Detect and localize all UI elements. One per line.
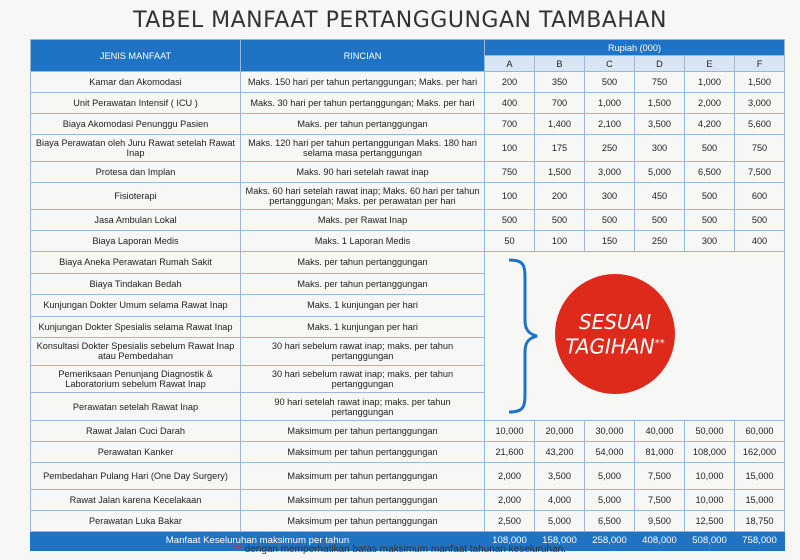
value-cell: 200 [485, 72, 535, 93]
value-cell: 12,500 [685, 511, 735, 532]
value-cell: 200 [535, 183, 585, 210]
value-cell: 500 [585, 210, 635, 231]
header-plan-d: D [635, 56, 685, 72]
value-cell: 81,000 [635, 442, 685, 463]
benefit-name: Biaya Perawatan oleh Juru Rawat setelah Rawat Inap [31, 135, 241, 162]
value-cell: 54,000 [585, 442, 635, 463]
table-row [31, 114, 785, 135]
total-value: 508,000 [685, 532, 735, 551]
header-plan-e: E [685, 56, 735, 72]
value-cell: 21,600 [485, 442, 535, 463]
table-row [31, 210, 785, 231]
value-cell: 1,500 [535, 162, 585, 183]
value-cell: 400 [485, 93, 535, 114]
benefit-detail: Maks. 120 hari per tahun pertanggungan Maks. 180 hari selama masa pertanggungan [241, 135, 485, 162]
benefit-name: Biaya Tindakan Bedah [31, 273, 241, 295]
benefit-name: Kamar dan Akomodasi [31, 72, 241, 93]
table-row [31, 490, 785, 511]
value-cell: 600 [735, 183, 785, 210]
value-cell: 500 [685, 210, 735, 231]
value-cell: 450 [635, 183, 685, 210]
benefit-name: Biaya Laporan Medis [31, 231, 241, 252]
benefit-name: Pemeriksaan Penunjang Diagnostik & Laboratorium sebelum Rawat Inap [31, 365, 241, 393]
total-label: Manfaat Keseluruhan maksimum per tahun [31, 532, 485, 551]
value-cell: 500 [635, 210, 685, 231]
benefit-detail: Maksimum per tahun pertanggungan [241, 463, 485, 490]
total-value: 408,000 [635, 532, 685, 551]
brace-icon [501, 256, 541, 416]
benefit-name: Protesa dan Implan [31, 162, 241, 183]
total-value: 258,000 [585, 532, 635, 551]
value-cell: 175 [535, 135, 585, 162]
value-cell: 6,500 [585, 511, 635, 532]
table-row [31, 252, 785, 274]
value-cell: 50 [485, 231, 535, 252]
footnote-mark: ** [234, 544, 242, 555]
value-cell: 5,000 [585, 490, 635, 511]
benefit-detail: Maks. 30 hari per tahun pertanggungan; Maks. per hari [241, 93, 485, 114]
as-billed-badge [555, 274, 675, 394]
benefit-detail: Maksimum per tahun pertanggungan [241, 490, 485, 511]
value-cell: 250 [585, 135, 635, 162]
value-cell: 100 [485, 183, 535, 210]
benefit-name: Fisioterapi [31, 183, 241, 210]
table-row [31, 511, 785, 532]
value-cell: 15,000 [735, 463, 785, 490]
value-cell: 150 [585, 231, 635, 252]
value-cell: 1,000 [585, 93, 635, 114]
value-cell: 50,000 [685, 421, 735, 442]
benefit-name: Perawatan setelah Rawat Inap [31, 393, 241, 421]
benefit-detail: Maksimum per tahun pertanggungan [241, 511, 485, 532]
value-cell: 500 [585, 72, 635, 93]
value-cell: 300 [585, 183, 635, 210]
benefit-detail: Maks. per tahun pertanggungan [241, 252, 485, 274]
table-row [31, 183, 785, 210]
table-row [31, 442, 785, 463]
value-cell: 300 [685, 231, 735, 252]
value-cell: 5,000 [535, 511, 585, 532]
benefit-name: Perawatan Luka Bakar [31, 511, 241, 532]
benefit-detail: Maks. per tahun pertanggungan [241, 114, 485, 135]
value-cell: 15,000 [735, 490, 785, 511]
value-cell: 500 [685, 135, 735, 162]
benefit-table [30, 39, 785, 551]
value-cell: 2,000 [485, 490, 535, 511]
value-cell: 3,000 [585, 162, 635, 183]
header-currency: Rupiah (000) [485, 40, 785, 56]
value-cell: 5,000 [585, 463, 635, 490]
value-cell: 1,500 [635, 93, 685, 114]
benefit-detail: Maks. 60 hari setelah rawat inap; Maks. 60 hari per tahun pertanggungan; Maks. per perawatan per hari [241, 183, 485, 210]
benefit-name: Kunjungan Dokter Spesialis selama Rawat Inap [31, 316, 241, 338]
value-cell: 30,000 [585, 421, 635, 442]
benefit-detail: Maks. 1 Laporan Medis [241, 231, 485, 252]
value-cell: 6,500 [685, 162, 735, 183]
benefit-detail: Maks. 1 kunjungan per hari [241, 295, 485, 317]
value-cell: 400 [735, 231, 785, 252]
value-cell: 7,500 [735, 162, 785, 183]
benefit-detail: 30 hari sebelum rawat inap; maks. per tahun pertanggungan [241, 365, 485, 393]
as-billed-area [485, 252, 785, 421]
value-cell: 3,000 [735, 93, 785, 114]
total-value: 158,000 [535, 532, 585, 551]
value-cell: 750 [485, 162, 535, 183]
value-cell: 3,500 [535, 463, 585, 490]
table-row [31, 231, 785, 252]
value-cell: 10,000 [485, 421, 535, 442]
benefit-name: Perawatan Kanker [31, 442, 241, 463]
value-cell: 10,000 [685, 463, 735, 490]
badge-line1: SESUAI [578, 309, 652, 334]
benefit-detail: Maksimum per tahun pertanggungan [241, 421, 485, 442]
value-cell: 18,750 [735, 511, 785, 532]
value-cell: 7,500 [635, 463, 685, 490]
value-cell: 7,500 [635, 490, 685, 511]
value-cell: 5,000 [635, 162, 685, 183]
value-cell: 3,500 [635, 114, 685, 135]
value-cell: 1,500 [735, 72, 785, 93]
table-row [31, 421, 785, 442]
value-cell: 750 [635, 72, 685, 93]
table-row [31, 93, 785, 114]
value-cell: 500 [735, 210, 785, 231]
value-cell: 10,000 [685, 490, 735, 511]
value-cell: 2,000 [685, 93, 735, 114]
footnote [0, 544, 800, 555]
badge-line2: TAGIHAN [565, 334, 655, 359]
benefit-name: Rawat Jalan Cuci Darah [31, 421, 241, 442]
benefit-detail: 90 hari setelah rawat inap; maks. per tahun pertanggungan [241, 393, 485, 421]
value-cell: 250 [635, 231, 685, 252]
value-cell: 43,200 [535, 442, 585, 463]
value-cell: 108,000 [685, 442, 735, 463]
page-title: TABEL MANFAAT PERTANGGUNGAN TAMBAHAN [133, 8, 667, 33]
value-cell: 100 [535, 231, 585, 252]
value-cell: 40,000 [635, 421, 685, 442]
footnote-text: dengan memperhatikan batas maksimum manfaat tahunan keseluruhan. [241, 544, 566, 555]
total-value: 108,000 [485, 532, 535, 551]
benefit-detail: Maks. 90 hari setelah rawat inap [241, 162, 485, 183]
value-cell: 300 [635, 135, 685, 162]
badge-mark: ** [654, 337, 665, 349]
value-cell: 5,600 [735, 114, 785, 135]
benefit-detail: 30 hari sebelum rawat inap; maks. per tahun pertanggungan [241, 338, 485, 366]
value-cell: 1,400 [535, 114, 585, 135]
value-cell: 500 [535, 210, 585, 231]
value-cell: 4,000 [535, 490, 585, 511]
table-row [31, 162, 785, 183]
value-cell: 20,000 [535, 421, 585, 442]
header-plan-f: F [735, 56, 785, 72]
benefit-name: Rawat Jalan karena Kecelakaan [31, 490, 241, 511]
benefit-name: Konsultasi Dokter Spesialis sebelum Rawat Inap atau Pembedahan [31, 338, 241, 366]
value-cell: 60,000 [735, 421, 785, 442]
benefit-detail: Maks. 1 kunjungan per hari [241, 316, 485, 338]
header-benefit: JENIS MANFAAT [31, 40, 241, 72]
benefit-name: Unit Perawatan Intensif ( ICU ) [31, 93, 241, 114]
benefit-name: Jasa Ambulan Lokal [31, 210, 241, 231]
value-cell: 9,500 [635, 511, 685, 532]
value-cell: 2,100 [585, 114, 635, 135]
header-detail: RINCIAN [241, 40, 485, 72]
value-cell: 700 [485, 114, 535, 135]
value-cell: 100 [485, 135, 535, 162]
benefit-name: Kunjungan Dokter Umum selama Rawat Inap [31, 295, 241, 317]
value-cell: 350 [535, 72, 585, 93]
benefit-detail: Maks. 150 hari per tahun pertanggungan; Maks. per hari [241, 72, 485, 93]
header-plan-b: B [535, 56, 585, 72]
benefit-detail: Maks. per tahun pertanggungan [241, 273, 485, 295]
value-cell: 700 [535, 93, 585, 114]
total-value: 758,000 [735, 532, 785, 551]
benefit-name: Biaya Aneka Perawatan Rumah Sakit [31, 252, 241, 274]
benefit-name: Biaya Akomodasi Penunggu Pasien [31, 114, 241, 135]
benefit-detail: Maks. per Rawat Inap [241, 210, 485, 231]
value-cell: 1,000 [685, 72, 735, 93]
table-row [31, 72, 785, 93]
header-plan-a: A [485, 56, 535, 72]
value-cell: 500 [485, 210, 535, 231]
header-plan-c: C [585, 56, 635, 72]
benefit-name: Pembedahan Pulang Hari (One Day Surgery) [31, 463, 241, 490]
value-cell: 2,500 [485, 511, 535, 532]
value-cell: 500 [685, 183, 735, 210]
value-cell: 2,000 [485, 463, 535, 490]
value-cell: 4,200 [685, 114, 735, 135]
value-cell: 162,000 [735, 442, 785, 463]
value-cell: 750 [735, 135, 785, 162]
benefit-detail: Maksimum per tahun pertanggungan [241, 442, 485, 463]
table-row [31, 135, 785, 162]
table-row [31, 463, 785, 490]
